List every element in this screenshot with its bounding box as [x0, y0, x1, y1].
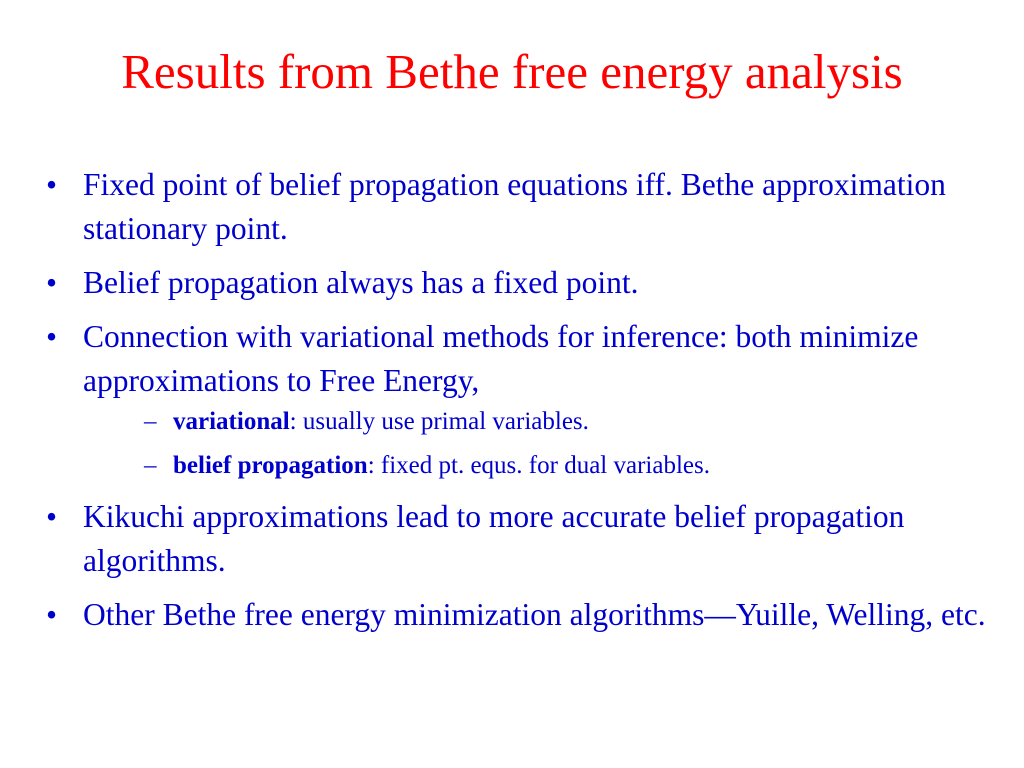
bullet-item-always-fixed-point	[38, 261, 1008, 305]
bullet-item-fixed-point	[38, 163, 1008, 251]
bullet-marker: •	[46, 499, 58, 534]
bullet-text: Other Bethe free energy minimization algorithms—Yuille, Welling, etc.	[83, 597, 986, 632]
bullet-text: Connection with variational methods for inference: both minimize approximations to Free Energy,	[83, 319, 919, 398]
bullet-text: Belief propagation always has a fixed point.	[83, 265, 639, 300]
bullet-marker: •	[46, 167, 58, 202]
sub-bullet-variational	[83, 403, 1008, 441]
sub-bullet-term: variational	[173, 408, 290, 435]
sub-bullet-belief-propagation	[83, 447, 1008, 485]
bullet-item-kikuchi	[38, 495, 1008, 583]
sub-bullet-marker: –	[144, 452, 157, 479]
bullet-list	[38, 163, 1008, 647]
bullet-marker: •	[46, 597, 58, 632]
sub-bullet-marker: –	[144, 408, 157, 435]
bullet-text: Kikuchi approximations lead to more accurate belief propagation algorithms.	[83, 499, 905, 578]
bullet-text: Fixed point of belief propagation equations iff. Bethe approximation stationary point.	[83, 167, 946, 246]
bullet-item-connection-variational	[38, 315, 1008, 485]
sub-bullet-text: : usually use primal variables.	[289, 408, 589, 435]
bullet-item-other-algorithms	[38, 593, 1008, 637]
sub-bullet-text: : fixed pt. equs. for dual variables.	[367, 452, 710, 479]
slide-title: Results from Bethe free energy analysis	[121, 44, 903, 99]
bullet-marker: •	[46, 265, 58, 300]
sub-bullet-list	[83, 403, 1008, 485]
sub-bullet-term: belief propagation	[173, 452, 368, 479]
bullet-marker: •	[46, 319, 58, 354]
